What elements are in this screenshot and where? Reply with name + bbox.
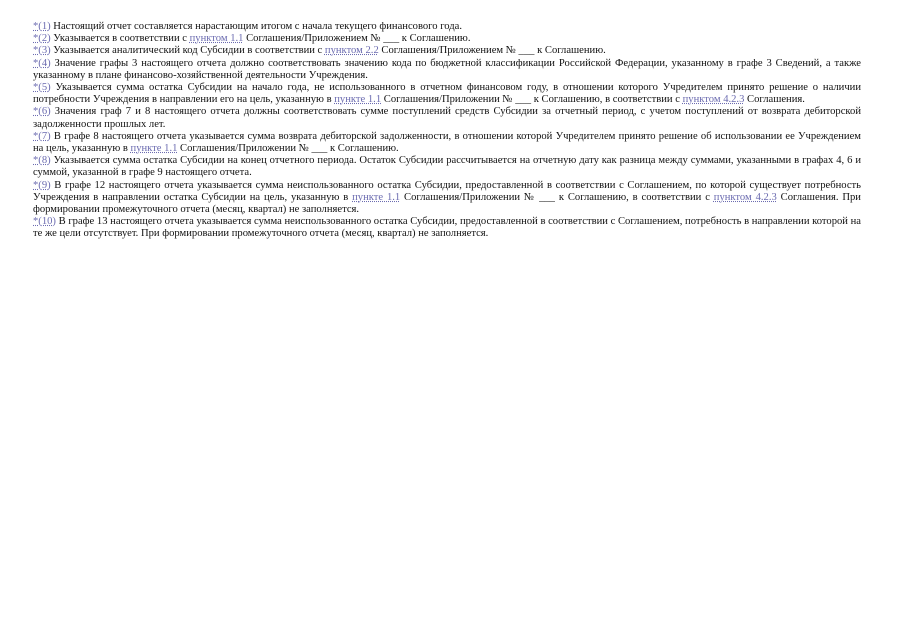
footnote-text: Значение графы 3 настоящего отчета должно соответствовать значению кода по бюджетной классификации Российской Федерации, указанному в графе 3 Сведений, а также указанному в плане финансово-хозяйственной деятельности Учреждения. [33,57,861,81]
footnote-marker[interactable]: *(6) [33,106,51,118]
footnote-text: В графе 13 настоящего отчета указывается сумма неиспользованного остатка Субсидии, предоставленной в соответствии с Соглашением, потребность в направлении которой на те же цели отсутствует. При формировании промежуточного отчета (месяц, квартал) не заполняется. [33,216,861,240]
footnote-text: Соглашения/Приложением № ___ к Соглашению. [378,45,606,57]
footnote-1 [33,21,861,33]
footnotes-block [33,21,861,241]
document-reference-link[interactable]: пунктом 4.2.3 [682,94,745,106]
footnote-marker[interactable]: *(3) [33,45,51,57]
footnote-text: Соглашения/Приложением № ___ к Соглашению. [243,33,471,45]
footnote-marker[interactable]: *(2) [33,33,51,45]
footnote-text: В графе 8 настоящего отчета указывается сумма возврата дебиторской задолженности, в отношении которой Учредителем принято решение об использовании ее Учреждением на цель, указанную в [33,130,861,155]
footnote-text: Указывается в соответствии с [50,33,190,45]
footnote-text: Указывается сумма остатка Субсидии на начало года, не использованного в отчетном финансовом году, в отношении которого Учредителем принято решение о наличии потребности Учреждения в направлении его на цель, указанную в [33,82,861,106]
footnote-marker[interactable]: *(9) [33,179,51,191]
document-reference-link[interactable]: пункте 1.1 [352,191,401,203]
footnote-marker[interactable]: *(7) [33,130,51,142]
footnote-7 [33,131,861,155]
document-reference-link[interactable]: пункте 1.1 [130,143,178,155]
footnote-text: Соглашения/Приложении № ___ к Соглашению, в соответствии с [400,191,714,203]
footnote-marker[interactable]: *(4) [33,57,51,69]
footnote-text: Указывается сумма остатка Субсидии на конец отчетного периода. Остаток Субсидии рассчитывается на отчетную дату как разница между суммами, указанными в графах 4, 6 и суммой, указанной в графе 9 настоящего отчета. [33,155,861,179]
footnote-marker[interactable]: *(8) [33,155,51,167]
footnote-10 [33,216,861,240]
footnote-text: Соглашения/Приложении № ___ к Соглашению, в соответствии с [381,94,683,106]
footnote-2 [33,33,861,45]
footnote-3 [33,45,861,57]
footnote-marker[interactable]: *(1) [33,21,51,32]
footnote-8 [33,155,861,179]
footnote-text: Указывается аналитический код Субсидии в соответствии с [50,45,325,57]
footnote-5 [33,82,861,106]
footnote-4 [33,58,861,82]
document-reference-link[interactable]: пунктом 4.2.3 [713,191,777,203]
document-reference-link[interactable]: пунктом 1.1 [189,33,244,45]
footnote-text: Соглашения. При формировании промежуточного отчета (месяц, квартал) не заполняется. [33,191,861,216]
footnote-text: Соглашения/Приложении № ___ к Соглашению. [177,143,399,155]
footnote-6 [33,106,861,130]
footnote-marker[interactable]: *(10) [33,216,56,228]
footnote-text: В графе 12 настоящего отчета указывается сумма неиспользованного остатка Субсидии, предоставленной в соответствии с Соглашением, по которой существует потребность Учреждения в направлении остатка Субсидии на цель, указанную в [33,179,861,203]
footnote-9 [33,180,861,217]
footnote-text: Значения граф 7 и 8 настоящего отчета должны соответствовать сумме поступлений средств Субсидии за отчетный период, с учетом поступлений от возврата дебиторской задолженности прошлых лет. [33,106,861,130]
document-reference-link[interactable]: пункте 1.1 [334,94,382,106]
document-reference-link[interactable]: пунктом 2.2 [324,45,379,57]
footnote-marker[interactable]: *(5) [33,82,51,94]
footnote-text: Соглашения. [744,94,805,106]
footnote-text: Настоящий отчет составляется нарастающим итогом с начала текущего финансового года. [50,21,463,32]
